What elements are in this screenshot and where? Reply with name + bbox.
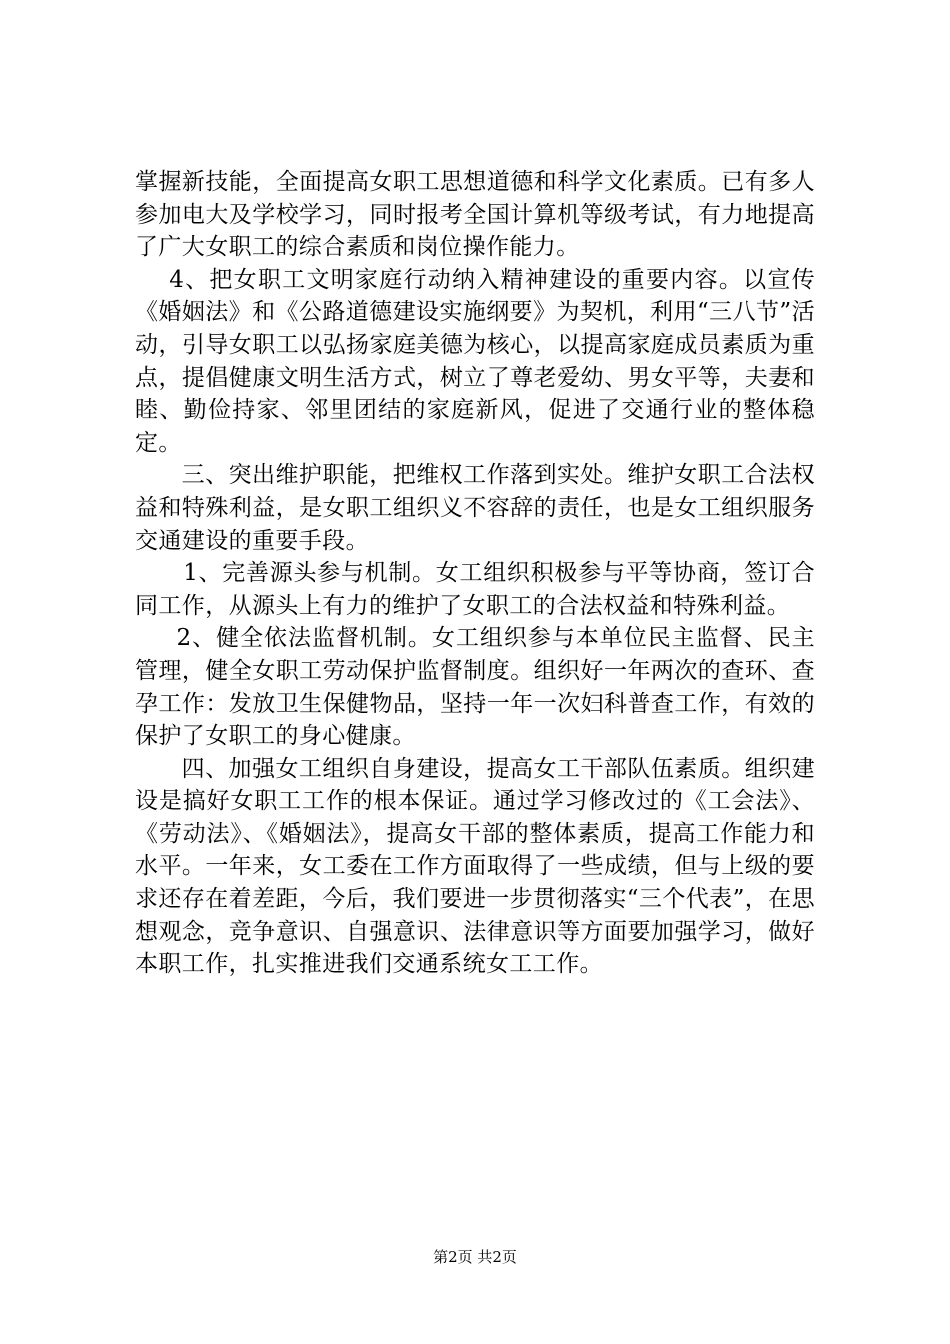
paragraph-4: 1、完善源头参与机制。女工组织积极参与平等协商，签订合同工作，从源头上有力的维护了女职工的合法权益和特殊利益。 (135, 560, 815, 619)
paragraph-1: 掌握新技能，全面提高女职工思想道德和科学文化素质。已有多人参加电大及学校学习，同时报考全国计算机等级考试，有力地提高了广大女职工的综合素质和岗位操作能力。 (135, 169, 815, 261)
paragraph-3: 三、突出维护职能，把维权工作落到实处。维护女职工合法权益和特殊利益，是女职工组织义不容辞的责任，也是女工组织服务交通建设的重要手段。 (135, 462, 815, 554)
paragraph-2: 4、把女职工文明家庭行动纳入精神建设的重要内容。以宣传《婚姻法》和《公路道德建设实施纲要》为契机，利用“三八节”活动，引导女职工以弘扬家庭美德为核心，以提高家庭成员素质为重点，提倡健康文明生活方式，树立了尊老爱幼、男女平等，夫妻和睦、勤俭持家、邻里团结的家庭新风，促进了交通行业的整体稳定。 (135, 266, 815, 456)
page-footer: 第2页 共2页 (433, 1248, 517, 1266)
document-body (135, 166, 815, 981)
paragraph-5: 2、健全依法监督机制。女工组织参与本单位民主监督、民主管理，健全女职工劳动保护监督制度。组织好一年两次的查环、查孕工作：发放卫生保健物品，坚持一年一次妇科普查工作，有效的保护了女职工的身心健康。 (135, 625, 815, 750)
paragraph-6: 四、加强女工组织自身建设，提高女工干部队伍素质。组织建设是搞好女职工工作的根本保证。通过学习修改过的《工会法》、《劳动法》、《婚姻法》，提高女干部的整体素质，提高工作能力和水平。一年来，女工委在工作方面取得了一些成绩，但与上级的要求还存在着差距，今后，我们要进一步贯彻落实“三个代表”，在思想观念，竞争意识、自强意识、法律意识等方面要加强学习，做好本职工作，扎实推进我们交通系统女工工作。 (135, 755, 815, 978)
